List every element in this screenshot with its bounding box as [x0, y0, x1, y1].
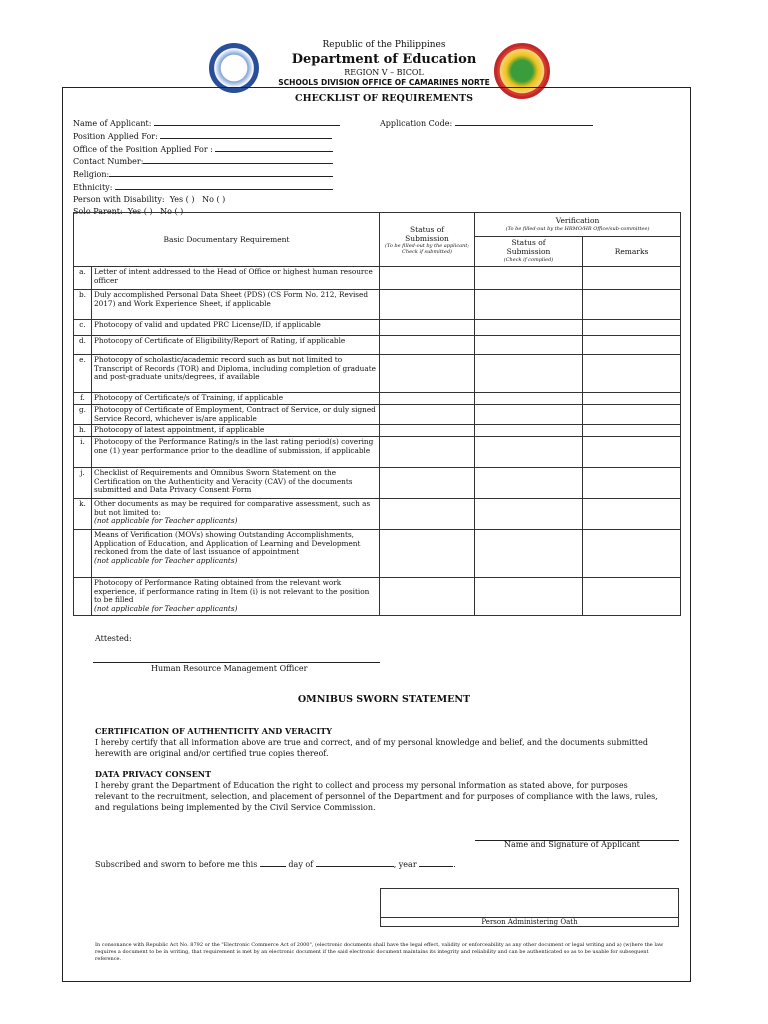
remarks-cell[interactable] [583, 437, 681, 468]
remarks-cell[interactable] [583, 336, 681, 355]
requirement-text: Duly accomplished Personal Data Sheet (PDS) (CS Form No. 212, Revised 2017) and Work Experience Sheet, if applicable [94, 290, 369, 308]
requirement-text: Photocopy of valid and updated PRC License/ID, if applicable [94, 320, 321, 329]
ver-status-cell[interactable] [475, 425, 583, 437]
row-letter: a. [74, 267, 92, 290]
header-ver-status-label: Status of Submission [506, 238, 551, 256]
republic-line: Republic of the Philippines [322, 40, 446, 50]
requirement-cell [92, 355, 380, 393]
header-verification [475, 213, 681, 237]
requirement-cell [92, 320, 380, 336]
sworn-year-input[interactable] [419, 858, 453, 867]
table-row [74, 290, 681, 320]
header-requirement: Basic Documentary Requirement [74, 213, 380, 267]
requirement-note: (not applicable for Teacher applicants) [94, 603, 238, 613]
status-cell[interactable] [380, 336, 475, 355]
hrmo-signature-line[interactable] [93, 662, 380, 663]
row-letter: e. [74, 355, 92, 393]
sworn-statement [95, 858, 456, 869]
contact-input[interactable] [143, 155, 333, 164]
sworn-day-input[interactable] [260, 858, 286, 867]
dpc-text: I hereby grant the Department of Education the right to collect and process my personal information as stated above, for purposes relevant to the recruitment, selection, and placement of personnel of the Department and for purposes of compliance with the laws, rules, and regulations being implemented by the Civil Service Commission. [95, 781, 658, 812]
oath-label: Person Administering Oath [481, 918, 578, 926]
status-cell[interactable] [380, 355, 475, 393]
ver-status-cell[interactable] [475, 393, 583, 405]
region-line: REGION V – BICOL [344, 68, 424, 77]
field-label: Office of the Position Applied For : [73, 144, 213, 154]
ver-status-cell[interactable] [475, 578, 583, 616]
requirement-cell [92, 468, 380, 499]
requirement-cell [92, 405, 380, 425]
dpc-title: DATA PRIVACY CONSENT [95, 769, 212, 779]
status-cell[interactable] [380, 425, 475, 437]
ver-status-cell[interactable] [475, 355, 583, 393]
field-label: Position Applied For: [73, 131, 158, 141]
table-row [74, 468, 681, 499]
requirement-cell [92, 290, 380, 320]
solo-parent-label: Solo Parent: [73, 206, 123, 216]
row-letter: f. [74, 393, 92, 405]
sworn-text-d: . [453, 860, 456, 869]
remarks-cell[interactable] [583, 405, 681, 425]
hrmo-label: Human Resource Management Officer [151, 664, 308, 673]
office-input[interactable] [215, 143, 333, 152]
footnote: In consonance with Republic Act No. 8792 or the "Electronic Commerce Act of 2000", (electronic documents shall have the legal effect, validity or enforceability as any other document or legal writing and a) (w)here the law requires a document to be in writing, that requirement is met by an electronic document if the said electronic document maintains its integrity and reliability and can be authenticated so as to be usable for subsequent reference. [95, 942, 664, 962]
requirement-text: Photocopy of Performance Rating obtained from the relevant work experience, if performance rating in Item (i) is not relevant to the position to be filled [94, 578, 370, 605]
status-cell[interactable] [380, 530, 475, 578]
position-input[interactable] [160, 130, 332, 139]
sworn-month-input[interactable] [316, 858, 394, 867]
division-line: SCHOOLS DIVISION OFFICE OF CAMARINES NORTE [278, 78, 490, 87]
pwd-label: Person with Disability: [73, 194, 165, 204]
header-verification-note: (To be filled-out by the HRMO/HR Office/sub-committee) [505, 225, 650, 232]
remarks-cell[interactable] [583, 578, 681, 616]
requirement-cell [92, 393, 380, 405]
status-cell[interactable] [380, 437, 475, 468]
signature-label: Name and Signature of Applicant [504, 840, 640, 849]
row-letter [74, 578, 92, 616]
requirement-text: Checklist of Requirements and Omnibus Sworn Statement on the Certification on the Authenticity and Veracity (CAV) of the documents submitted and Data Privacy Consent Form [94, 468, 353, 495]
header-status-note: (To be filled-out by the applicant; Check if submitted) [384, 242, 470, 255]
name-input[interactable] [154, 117, 340, 126]
field-label: Name of Applicant: [73, 119, 152, 128]
status-cell[interactable] [380, 468, 475, 499]
ver-status-cell[interactable] [475, 320, 583, 336]
requirement-cell [92, 425, 380, 437]
requirement-text: Photocopy of Certificate of Eligibility/Report of Rating, if applicable [94, 336, 346, 345]
oath-box[interactable] [380, 888, 679, 927]
row-letter: b. [74, 290, 92, 320]
status-cell[interactable] [380, 267, 475, 290]
sworn-text-c: , year [393, 860, 417, 869]
requirement-text: Other documents as may be required for comparative assessment, such as but not limited to: [94, 499, 371, 517]
requirement-cell [92, 530, 380, 578]
field-label: Ethnicity: [73, 182, 113, 192]
ver-status-cell[interactable] [475, 530, 583, 578]
table-row [74, 578, 681, 616]
remarks-cell[interactable] [583, 290, 681, 320]
applicant-fields [73, 117, 340, 217]
table-row [74, 267, 681, 290]
requirement-cell [92, 499, 380, 530]
requirement-text: Letter of intent addressed to the Head of Office or highest human resource officer [94, 267, 373, 285]
row-letter: i. [74, 437, 92, 468]
remarks-cell[interactable] [583, 530, 681, 578]
requirement-note: (not applicable for Teacher applicants) [94, 555, 238, 565]
application-code-label: Application Code: [380, 119, 453, 128]
remarks-cell[interactable] [583, 355, 681, 393]
sworn-text-a: Subscribed and sworn to before me this [95, 860, 258, 869]
status-cell[interactable] [380, 320, 475, 336]
table-row [74, 320, 681, 336]
table-row [74, 405, 681, 425]
cav-text: I hereby certify that all information above are true and correct, and of my personal knowledge and belief, and the documents submitted herewith are original and/or certified true copies thereof. [95, 738, 648, 758]
ver-status-cell[interactable] [475, 405, 583, 425]
solo-yes-checkbox[interactable]: Yes ( ) [127, 206, 153, 216]
ver-status-cell[interactable] [475, 437, 583, 468]
header-ver-status-note: (Check if complied) [503, 257, 554, 263]
header-remarks: Remarks [583, 237, 681, 267]
table-row [74, 530, 681, 578]
table-row [74, 425, 681, 437]
religion-input[interactable] [109, 168, 333, 177]
form-title: CHECKLIST OF REQUIREMENTS [295, 93, 473, 104]
requirement-cell [92, 437, 380, 468]
table-row [74, 499, 681, 530]
requirement-text: Photocopy of latest appointment, if applicable [94, 425, 265, 435]
table-row [74, 437, 681, 468]
header-verification-label: Verification [555, 215, 600, 225]
table-row [74, 393, 681, 405]
remarks-cell[interactable] [583, 425, 681, 437]
row-letter: k. [74, 499, 92, 530]
department-line: Department of Education [291, 52, 477, 67]
application-code-input[interactable] [455, 117, 593, 126]
header-ver-status [475, 237, 583, 267]
row-letter: g. [74, 405, 92, 425]
pwd-no-checkbox[interactable]: No ( ) [202, 194, 226, 204]
remarks-cell[interactable] [583, 499, 681, 530]
requirement-text: Photocopy of the Performance Rating/s in the last rating period(s) covering one (1) year performance prior to the deadline of submission, if applicable [94, 437, 374, 455]
attested-label: Attested: [95, 634, 132, 643]
ver-status-cell[interactable] [475, 336, 583, 355]
application-code [380, 117, 593, 128]
row-letter: d. [74, 336, 92, 355]
pwd-yes-checkbox[interactable]: Yes ( ) [169, 194, 195, 204]
table-row [74, 355, 681, 393]
status-cell[interactable] [380, 290, 475, 320]
ver-status-cell[interactable] [475, 290, 583, 320]
remarks-cell[interactable] [583, 267, 681, 290]
requirement-text: Photocopy of Certificate/s of Training, if applicable [94, 393, 284, 402]
requirement-text: Means of Verification (MOVs) showing Outstanding Accomplishments, Application of Education, and Application of Learning and Development reckoned from the date of last issuance of appointment [94, 530, 361, 557]
requirement-cell [92, 578, 380, 616]
field-label: Religion: [73, 170, 110, 180]
header-status-label: Status of Submission [405, 224, 449, 243]
ethnicity-input[interactable] [115, 181, 333, 190]
status-cell[interactable] [380, 405, 475, 425]
cav-title: CERTIFICATION OF AUTHENTICITY AND VERACITY [95, 726, 332, 736]
requirement-text: Photocopy of Certificate of Employment, Contract of Service, or duly signed Service Record, whichever is/are applicable [94, 405, 376, 423]
status-cell[interactable] [380, 578, 475, 616]
solo-no-checkbox[interactable]: No ( ) [160, 206, 184, 216]
remarks-cell[interactable] [583, 320, 681, 336]
table-row [74, 336, 681, 355]
field-label: Contact Number: [73, 157, 144, 167]
requirement-cell [92, 336, 380, 355]
ver-status-cell[interactable] [475, 499, 583, 530]
requirement-text: Photocopy of scholastic/academic record such as but not limited to Transcript of Records (TOR) and Diploma, including completion of graduate and post-graduate units/degrees, if available [94, 355, 376, 382]
sworn-text-b: day of [288, 860, 314, 869]
row-letter: j. [74, 468, 92, 499]
ver-status-cell[interactable] [475, 468, 583, 499]
requirements-table [73, 212, 681, 616]
ver-status-cell[interactable] [475, 267, 583, 290]
omnibus-title: OMNIBUS SWORN STATEMENT [297, 694, 471, 705]
row-letter: h. [74, 425, 92, 437]
remarks-cell[interactable] [583, 393, 681, 405]
status-cell[interactable] [380, 499, 475, 530]
remarks-cell[interactable] [583, 468, 681, 499]
requirement-cell [92, 267, 380, 290]
header-status [380, 213, 475, 267]
status-cell[interactable] [380, 393, 475, 405]
requirement-note: (not applicable for Teacher applicants) [94, 516, 238, 526]
row-letter [74, 530, 92, 578]
row-letter: c. [74, 320, 92, 336]
